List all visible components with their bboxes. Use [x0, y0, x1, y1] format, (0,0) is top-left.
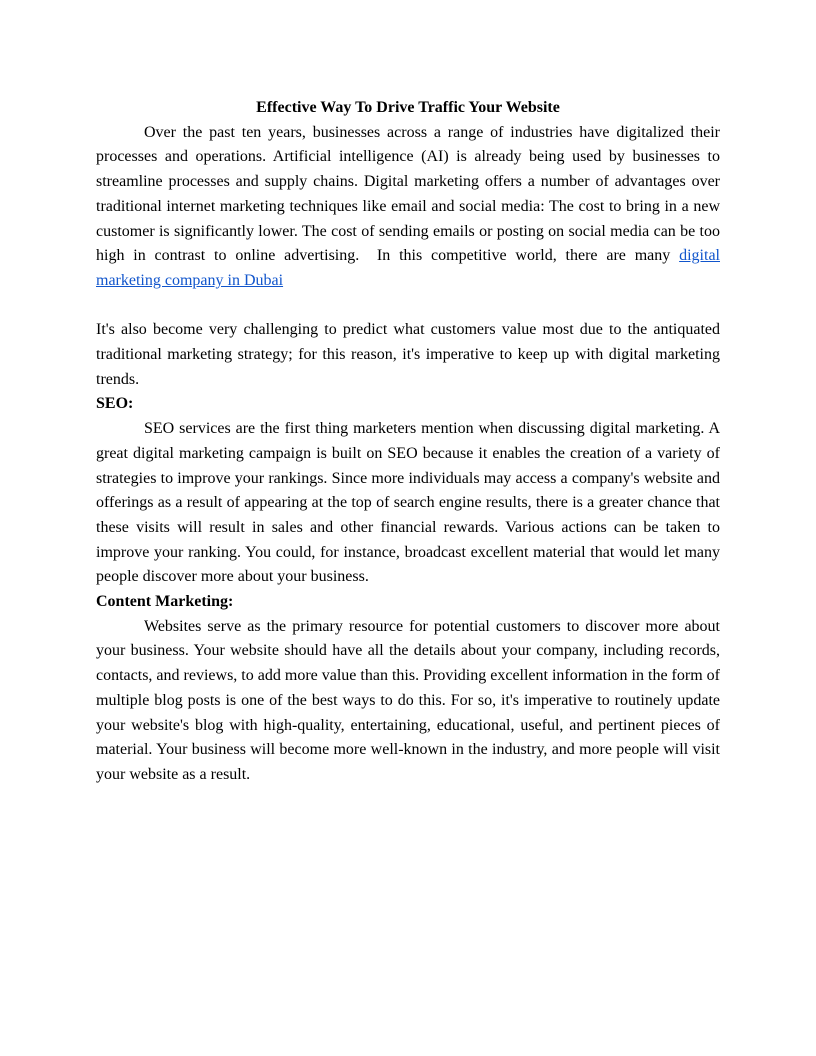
- paragraph-challenge: It's also become very challenging to predict what customers value most due to the antiquated traditional marketing strategy; for this reason, it's imperative to keep up with digital marketing trends.: [96, 321, 720, 388]
- content-marketing-heading: Content Marketing:: [96, 593, 234, 611]
- dubai-marketing-link[interactable]: digital marketing company in Dubai: [96, 247, 720, 289]
- document-title: Effective Way To Drive Traffic Your Website: [256, 99, 560, 116]
- seo-heading: SEO:: [96, 395, 134, 413]
- seo-paragraph: SEO services are the first thing marketers mention when discussing digital marketing. A great digital marketing campaign is built on SEO because it enables the creation of a variety of strategies to improve your rankings. Since more individuals may access a company's website and offerings as a result of appearing at the top of search engine results, there is a greater chance that these visits will result in sales and other financial rewards. Various actions can be taken to improve your ranking. You could, for instance, broadcast excellent material that would let many people discover more about your business.: [96, 420, 720, 586]
- paragraph-intro-text: Over the past ten years, businesses across a range of industries have digitalized their processes and operations. Artificial intelligence (AI) is already being used by businesses to streamline processes and supply chains. Digital marketing offers a number of advantages over traditional internet marketing techniques like email and social media: The cost to bring in a new customer is significantly lower. The cost of sending emails or posting on social media can be too high in contrast to online advertising. In this competitive world, there are many: [96, 123, 720, 265]
- content-marketing-paragraph: Websites serve as the primary resource for potential customers to discover more about your business. Your website should have all the details about your company, including records, contacts, and reviews, to add more value than this. Providing excellent information in the form of multiple blog posts is one of the best ways to do this. For so, it's imperative to routinely update your website's blog with high-quality, entertaining, educational, useful, and pertinent pieces of material. Your business will become more well-known in the industry, and more people will visit your website as a result.: [96, 617, 720, 783]
- paragraph-intro: [96, 121, 720, 294]
